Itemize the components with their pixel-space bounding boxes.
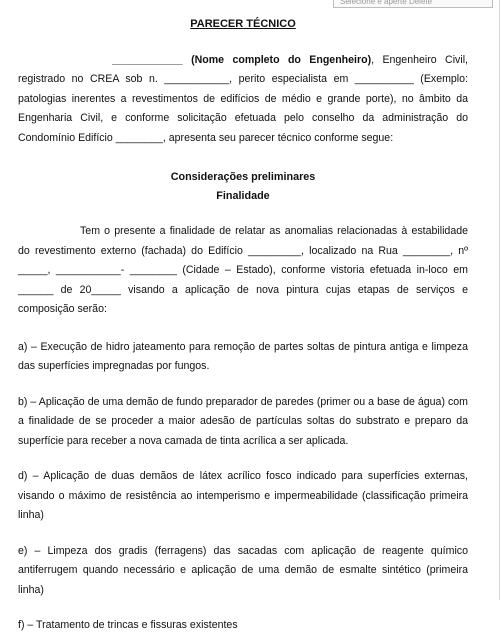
intro-text: , Engenheiro Civil, registrado no CREA sob n. ___________, perito especialista em __________ (Exemplo: patologias inerentes a revestimentos de edifícios de médio e grande porte), no âmbito da Engenharia Civil, e conforme solicitação efetuada pelo conselho da administração do Condomínio Edifício ________, apresenta seu parecer técnico conforme segue: bbox=[18, 53, 468, 144]
engineer-name-blank: ____________ bbox=[112, 53, 183, 66]
document-body bbox=[18, 15, 468, 636]
section-subtitle: Finalidade bbox=[216, 190, 270, 202]
list-item: d) – Aplicação de duas demãos de látex acrílico fosco indicado para superfícies externas, visando o máximo de resistência ao intemperismo e impermeabilidade (classificação primeira linha) bbox=[18, 470, 468, 521]
intro-paragraph bbox=[18, 51, 468, 149]
list-item: e) – Limpeza dos gradis (ferragens) das sacadas com aplicação de reagente químico antiferrugem quando necessário e aplicação de uma demão de esmalte sintético (primeira linha) bbox=[18, 544, 468, 596]
list-item: b) – Aplicação de uma demão de fundo preparador de paredes (primer ou a base de água) com a finalidade de se proceder a maior adesão de partículas soltas do substrato e preparo da superfície para receber a nova camada de tinta acrílica a ser aplicada. bbox=[18, 395, 468, 447]
list-item: f) – Tratamento de trincas e fissuras existentes bbox=[18, 619, 238, 631]
section-title: Considerações preliminares bbox=[170, 171, 316, 183]
corner-hint-box: Selecione e aperte Delete bbox=[333, 0, 493, 8]
list-item: a) – Execução de hidro jateamento para remoção de partes soltas de pintura antiga e limpeza das superfícies impregnadas por fungos. bbox=[18, 340, 468, 372]
section-header bbox=[18, 168, 468, 206]
engineer-name-label: (Nome completo do Engenheiro) bbox=[191, 53, 372, 66]
document-title: PARECER TÉCNICO bbox=[190, 18, 296, 30]
purpose-paragraph: Tem o presente a finalidade de relatar as anomalias relacionadas à estabilidade do revestimento externo (fachada) do Edifício _________, localizado na Rua ________, nº _____, ___________- ________ (Cidade – Estado), conforme vistoria efetuada in-loco em ______ de 20_____ visando a aplicação de nova pintura cujas etapas de serviços e composição serão: bbox=[18, 225, 468, 315]
